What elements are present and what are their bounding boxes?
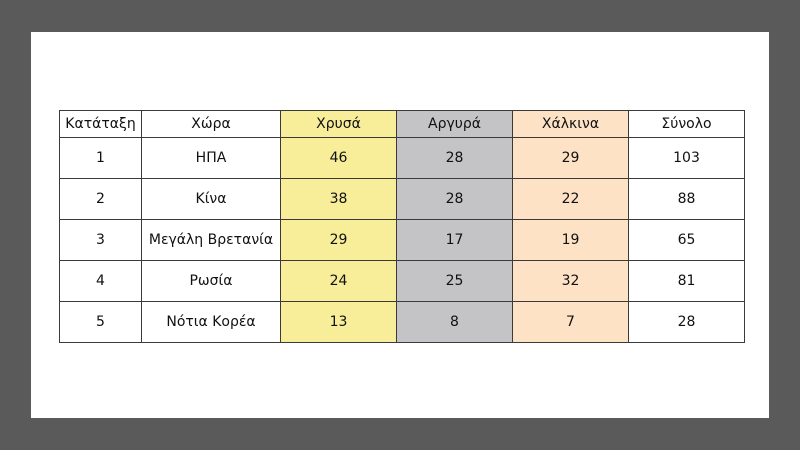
table-row — [60, 261, 745, 302]
header-total: Σύνολο — [629, 111, 745, 138]
cell-bronze: 29 — [513, 138, 629, 179]
cell-country: Νότια Κορέα — [142, 302, 281, 343]
table-row — [60, 179, 745, 220]
cell-rank: 3 — [60, 220, 142, 261]
cell-rank: 4 — [60, 261, 142, 302]
cell-bronze: 32 — [513, 261, 629, 302]
header-rank: Κατάταξη — [60, 111, 142, 138]
medal-table — [59, 110, 745, 343]
cell-country: ΗΠΑ — [142, 138, 281, 179]
header-silver: Αργυρά — [397, 111, 513, 138]
cell-silver: 28 — [397, 179, 513, 220]
cell-total: 65 — [629, 220, 745, 261]
cell-bronze: 22 — [513, 179, 629, 220]
header-row — [60, 111, 745, 138]
cell-rank: 1 — [60, 138, 142, 179]
cell-rank: 5 — [60, 302, 142, 343]
cell-silver: 28 — [397, 138, 513, 179]
cell-country: Ρωσία — [142, 261, 281, 302]
cell-rank: 2 — [60, 179, 142, 220]
slide — [31, 32, 769, 418]
header-country: Χώρα — [142, 111, 281, 138]
cell-total: 81 — [629, 261, 745, 302]
cell-bronze: 19 — [513, 220, 629, 261]
cell-country: Μεγάλη Βρετανία — [142, 220, 281, 261]
cell-bronze: 7 — [513, 302, 629, 343]
cell-total: 88 — [629, 179, 745, 220]
header-gold: Χρυσά — [281, 111, 397, 138]
table-row — [60, 138, 745, 179]
cell-gold: 38 — [281, 179, 397, 220]
cell-silver: 25 — [397, 261, 513, 302]
cell-total: 103 — [629, 138, 745, 179]
table-row — [60, 302, 745, 343]
cell-gold: 29 — [281, 220, 397, 261]
cell-silver: 8 — [397, 302, 513, 343]
cell-country: Κίνα — [142, 179, 281, 220]
cell-gold: 13 — [281, 302, 397, 343]
cell-silver: 17 — [397, 220, 513, 261]
cell-total: 28 — [629, 302, 745, 343]
header-bronze: Χάλκινα — [513, 111, 629, 138]
cell-gold: 46 — [281, 138, 397, 179]
cell-gold: 24 — [281, 261, 397, 302]
table-row — [60, 220, 745, 261]
